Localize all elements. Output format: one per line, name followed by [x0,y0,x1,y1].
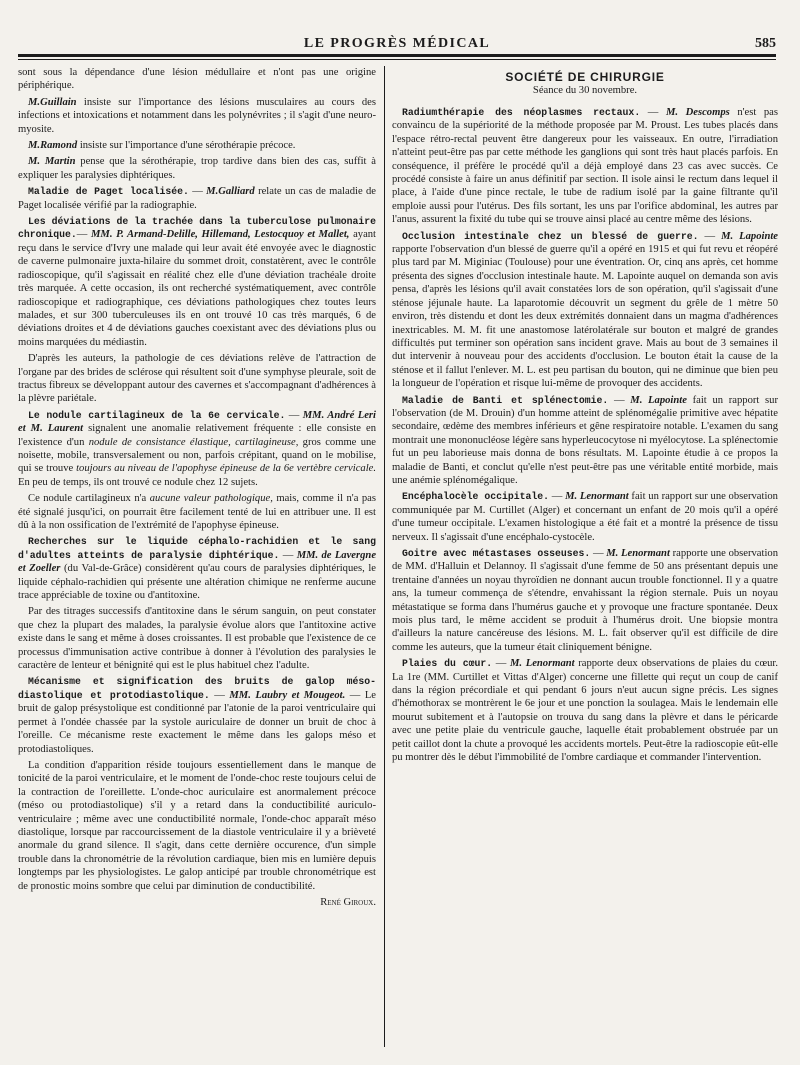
paragraph [392,106,778,227]
paragraph [18,675,376,755]
author-name: MM. André Leri et M. Laurent [18,409,376,435]
dash-separator: — [640,107,666,118]
paragraph [18,409,376,489]
author-name: M. Lenormant [565,491,629,503]
author-name: MM. de Lavergne et Zoeller [18,549,376,575]
author-name: M.Ramond [28,140,78,152]
left-column [18,66,376,1047]
header-rule-thin [18,59,776,60]
section-heading: Occlusion intestinale chez un blessé de guerre. [402,230,699,242]
author-name: M. Lenormant [510,658,575,670]
paragraph [18,215,376,349]
paragraph [392,394,778,488]
paragraph-text: insiste sur l'importance des lésions musculaires au cours des infections et intoxications et notamment dans les polynévrites ; il s'agit d'une neuro-myosite. [18,96,376,135]
dash-separator: — [549,491,566,503]
italic-phrase: toujours au niveau de l'apophyse épineuse de la 6e vertèbre cervicale. [76,463,376,475]
paragraph-text: n'est pas convaincu de la supériorité de la méthode proposée par M. Proust. Les tubes placés dans l'espace rétro-rectal peuvent être dangereux pour les vaisseaux. En outre, l'irradiation n'atteint peut-être pas par cette méthode les ganglions qui sont très haut placés parfois. En conséquence, il préfère le procédé qu'il a déjà employé dans 23 cas avec succès. Ce procédé consiste à faire un anus définitif par section. Il isole ainsi le rectum dans lequel il place, à l'aide d'une pince rectale, le tube de radium isolé par la gaine filtrante qu'il emploie aussi pour l'utérus. Des fils sortant, les uns par l'orifice abdominal, les autres par l'anus, assurent la fixité du tube qui se trouve ainsi placé au centre même des lésions. [392,107,778,226]
paragraph [392,230,778,391]
author-name: M. Lapointe [721,230,778,242]
author-name: M.Galliard [206,186,255,198]
section-heading: Les déviations de la trachée dans la tuberculose pulmonaire chronique. [18,216,376,241]
signature: René Giroux. [320,896,376,908]
italic-phrase: nodule de consistance élastique, cartilagineuse, [88,436,299,448]
column-divider [384,66,385,1047]
paragraph-text: gros comme une noisette, mobile, transversalement ou non, parfois crépitant, quand on le mobilise, qui se trouve [18,436,376,475]
section-heading: Le nodule cartilagineux de la 6e cervicale. [28,409,286,421]
paragraph-text: fait un rapport sur l'observation (de M. Drouin) d'un homme atteint de splénomégalie primitive avec hépatite secondaire, œdème des membres inférieurs et gêne respiratoire notable. L'examen du sang montrait une mononucléose légère sans hyperleucocytose ni myélocytose. La splénectomie fut un peu laborieuse mais donna de bons résultats. M. Lapointe étudie à ce propos la maladie de Banti, et conclut qu'elle n'est peut-être pas une véritable entité morbide, mais une anémie splénomégalique. [392,394,778,486]
paragraph-text: ayant reçu dans le service d'Ivry une malade qui leur avait été envoyée avec le diagnostic de caverne pulmonaire juxta-hilaire du sommet droit, constatèrent, avec le contrôle radioscopique, qu'il s'agissait en réalité chez elle d'une déviation trachéale droite très marquée. A cette occasion, ils ont recherché systématiquement, avec contrôle radioscopique et radiographique, ces déviations pathologiques chez toutes leurs malades, et sur 300 tuberculeuses ils en ont trouvé 10 cas très marqués, 6 de déviations droites et 4 de déviations gauches coexistant avec des déviations plus ou moins marquées du médiastin. [18,229,376,348]
section-heading: Goitre avec métastases osseuses. [402,548,591,559]
paragraph: D'après les auteurs, la pathologie de ces déviations relève de l'attraction de l'organe par des brides de sclérose qui résultent soit d'une symphyse pleurale, soit de tractus fibreux se développant autour des cavernes et s'accompagnant d'adhérences à la plèvre pariétale. [18,353,376,405]
paragraph: La condition d'apparition réside toujours essentiellement dans le manque de tonicité de la paroi ventriculaire, et le moment de l'onde-choc reste toujours celui de la contraction de l'oreillette. L'onde-choc auriculaire est anormalement précoce (méso ou protodiastolique) s'il y a retard dans la conductibilité auriculo-ventriculaire ; même avec une conductibilité normale, l'onde-choc apparaît méso diastolique, lorsque par raccourcissement de la diastole ventriculaire il y a brièveté anormale du grand silence. Il s'agit, dans cette dernière occurence, d'un simple trouble dans la chronométrie de la révolution cardiaque, bien mis en lumière depuis longtemps par les physiologistes. Le galop anticipé par trouble chronométrique est de pronostic moins sombre que celui par diminution de conductibilité. [18,759,376,892]
paragraph [18,96,376,136]
section-heading: Encéphalocèle occipitale. [402,491,550,503]
section-heading: Radiumthérapie des néoplasmes rectaux. [402,107,641,118]
right-column [392,66,778,1047]
italic-phrase: aucune valeur pathologique, [149,493,273,505]
dash-separator: — [285,409,303,421]
dash-separator: — [76,229,91,241]
dash-separator: — [188,186,207,198]
paragraph-text: En peu de temps, ils ont trouvé ce nodule chez 12 sujets. [18,476,258,488]
section-heading: Recherches sur le liquide céphalo-rachidien et le sang d'adultes atteints de paralysie diphtérique. [18,536,376,561]
paragraph: Par des titrages successifs d'antitoxine dans le sérum sanguin, on peut constater que chez la plupart des malades, la paralysie évolue alors que l'antitoxine active existe dans le sang et même à doses croissantes. Il est probable que l'existence de ce processus d'immunisation active contribue à donner à l'évolution des paralysies le caractère de lenteur et bénignité qui est le plus habituel chez l'adulte. [18,606,376,672]
paragraph: sont sous la dépendance d'une lésion médullaire et n'ont pas une origine périphérique. [18,67,376,92]
paragraph-text: — Le bruit de galop présystolique est conditionné par l'atonie de la paroi ventriculaire qui permet à l'ondée chassée par la systole auriculaire de donner un bruit de choc à l'oreille. Ce mécanisme reste exactement le même dans les galops méso et protodiastoliques. [18,689,376,755]
author-name: M. Descomps [665,107,730,118]
paragraph-text: (du Val-de-Grâce) considèrent qu'au cours de paralysies diphtériques, le liquide céphalo-rachidien qui présente une altération chimique ne renferme aucune trace appréciable de toxine ou d'antitoxine. [18,563,376,602]
section-heading: Maladie de Banti et splénectomie. [402,394,609,406]
dash-separator: — [209,689,230,701]
dash-separator: — [608,394,631,406]
dash-separator: — [492,658,511,670]
paragraph [18,535,376,602]
paragraph [18,185,376,212]
paragraph-text: mais, comme il n'a pas été signalé jusqu'ici, on pourrait être facilement tenté de lui en attribuer une. Il est dû à la non ossification de l'extrémité de l'apophyse épineuse. [18,493,376,531]
paragraph-text: fait un rapport sur une observation communiquée par M. Curtillet (Alger) et concernant un enfant de 20 mois qu'il a opéré d'une tumeur occipitale. L'examen histologique a été fait et a montré la présence de tissu nerveux. Il s'agissait d'une encéphalo-cystocèle. [392,491,778,543]
dash-separator: — [590,548,607,559]
paragraph-text: Ce nodule cartilagineux n'a [28,493,150,505]
running-header [18,30,776,52]
paragraph-text: signalent une anomalie relativement fréquente : elle consiste en l'existence d'un [18,423,376,448]
paragraph-text: rapporte deux observations de plaies du cœur. La 1re (MM. Curtillet et Vittas d'Alger) concerne une fillette qui reçut un coup de canif dans la région précordiale et qui pendant 6 jours n'eut aucun signe précis. Les signes d'hémothorax se montrèrent le 6e jour et une ponction la soulagea. Mais le lendemain elle mourut subitement et à l'autopsie on trouva du sang dans la plèvre et dans le péricarde avec une petite plaie du ventricule gauche, laquelle était probablement obstruée par un petit caillot dont la chute a provoqué les accidents mortels. Peut-être la radioscopie eût-elle pu montrer dès le début l'immobilité de l'ombre cardiaque et commander l'intervention. [392,658,778,764]
session-date: Séance du 30 novembre. [532,85,638,96]
section-heading: Maladie de Paget localisée. [28,186,189,198]
author-name: M.Guillain [28,96,77,108]
dash-separator: — [698,230,722,242]
paragraph-text: rapporte l'observation d'un blessé de guerre qu'il a opéré en 1915 et qui fut revu et réopéré plus tard par M. Miginiac (Toulouse) pour une éventration. Or, cinq ans après, cet homme présenta des signes d'occlusion intestinale haute. M. Lapointe auquel on demanda son avis pensa, d'après les lésions qu'il avait constatées lors de son opération, qu'il s'agissait d'une sténose jéjunale haute. La laparotomie découvrit un segment du grêle de 1 mètre 50 environ, très distendu et dont les deux extrémités donnaient dans un magma d'adhérences inextricables. M. M. fit une anastomose latérolatérale sur bouton et malgré de grandes difficultés put terminer son opération sans incident grave. Mais au bout de 3 semaines il dut intervenir à nouveau pour des accidents d'occlusion. Le bouton était la cause de la sténose et il fallut l'enlever. M. L. est peu partisan du bouton, qui ne diminue que bien peu la longueur de l'opération et risque lui-même de provoquer des accidents. [392,244,778,390]
paragraph-text: pense que la sérothérapie, trop tardive dans bien des cas, suffit à expliquer les paralysies diphtériques. [18,156,376,181]
author-name: MM. P. Armand-Delille, Hillemand, Lestocquoy et Mallet, [91,229,350,241]
author-name: M. Lenormant [606,548,670,559]
paragraph [18,139,376,152]
section-society-title: SOCIÉTÉ DE CHIRURGIE [505,70,665,84]
author-name: M. Martin [28,156,76,168]
paragraph [392,490,778,544]
section-heading: Plaies du cœur. [402,658,493,670]
paragraph-text: insiste sur l'importance d'une sérothérapie précoce. [77,140,296,152]
header-rule-thick [18,54,776,57]
paragraph [392,657,778,764]
journal-title: LE PROGRÈS MÉDICAL [303,36,491,51]
dash-separator: — [279,549,297,561]
paragraph-text: rapporte une observation de MM. d'Halluin et Delannoy. Il s'agissait d'une femme de 50 ans présentant depuis une trentaine d'années un noyau thyroïdien ne donnant aucun trouble fonctionnel. Il y a quatre ans, la tumeur commença de s'étendre, envahissant la région sternale. Puis un noyau métastatique se forma dans l'humérus gauche et y provoque une fracture spontanée. Deux mois plus tard, le même accident se produit à l'humérus droit. Une biopsie montra d'ailleurs la nature cancéreuse des lésions. M. L. fait observer qu'il est difficile de dire comme les auteurs, que la tumeur était cliniquement bénigne. [392,548,778,653]
paragraph [18,155,376,182]
author-name: MM. Laubry et Mougeot. [229,689,346,701]
author-name: M. Lapointe [630,394,687,406]
paragraph [18,492,376,532]
page-number: 585 [755,36,776,51]
paragraph-text: relate un cas de maladie de Paget localisée vérifié par la radiographie. [18,186,376,211]
section-heading: Mécanisme et signification des bruits de galop méso-diastolique et protodiastolique. [18,676,376,701]
paragraph [392,547,778,654]
